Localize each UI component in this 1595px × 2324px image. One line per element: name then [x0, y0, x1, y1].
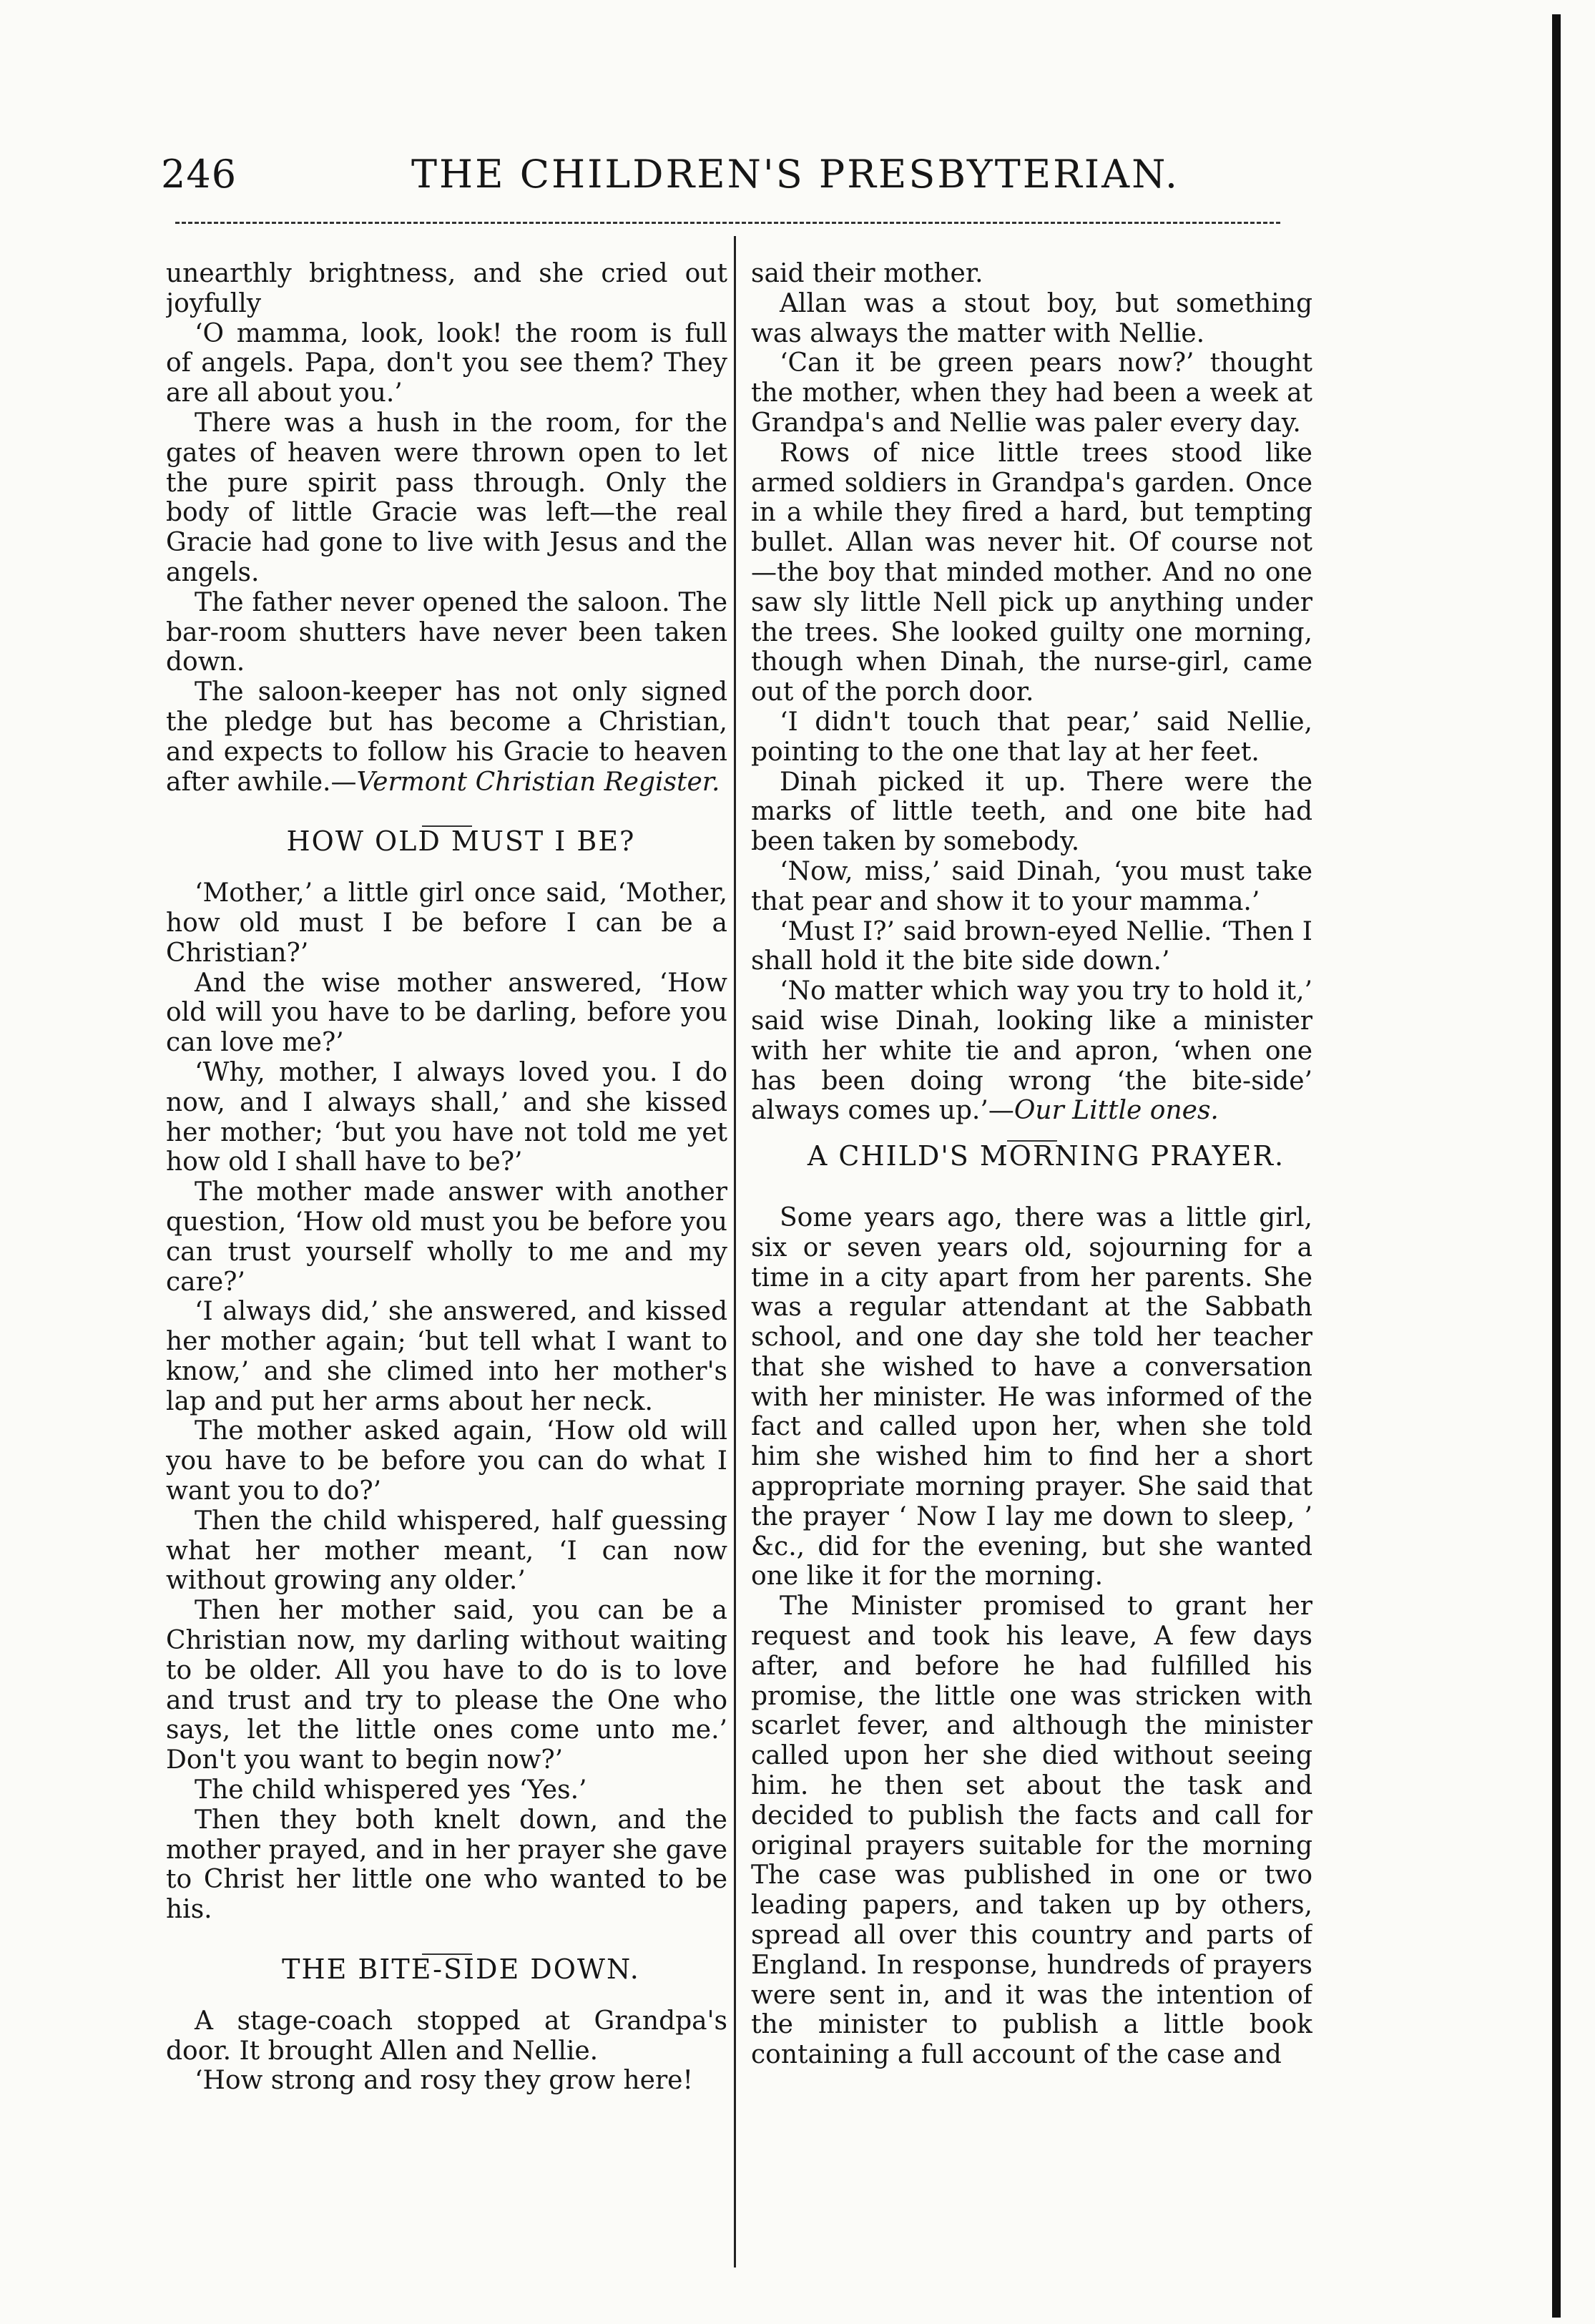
source-credit: Our Little ones. — [1014, 1096, 1219, 1126]
section-heading: HOW OLD MUST I BE? — [286, 825, 636, 858]
paragraph: said their mother. — [751, 259, 983, 288]
paragraph: Then the child whispered, half guessing what her mother meant, ‘I can now without growing any older.’ — [166, 1506, 727, 1596]
paragraph: ‘I always did,’ she answered, and kissed her mother again; ‘but tell what I want to know,’ and she climed into her mother's lap and put her arms about her neck. — [166, 1297, 727, 1416]
paragraph: Allan was a stout boy, but something was always the matter with Nellie. — [751, 288, 1312, 348]
page-number: 246 — [161, 152, 237, 197]
paragraph: A stage-coach stopped at Grandpa's door. It brought Allen and Nellie. — [166, 2006, 727, 2066]
paragraph: Then her mother said, you can be a Christian now, my darling without waiting to be older. All you have to do is to love and trust and try to please the One who says, let the little ones come unto me.’ Don't you want to begin now?’ — [166, 1596, 727, 1775]
page-header — [161, 152, 1302, 209]
paragraph: ‘Must I?’ said brown-eyed Nellie. ‘Then I shall hold it the bite side down.’ — [751, 916, 1312, 976]
paragraph: unearthly brightness, and she cried out joyfully — [166, 259, 727, 318]
paragraph: Dinah picked it up. There were the marks of little teeth, and one bite had been taken by somebody. — [751, 767, 1312, 857]
source-credit: Vermont Christian Register. — [356, 767, 720, 797]
paragraph: There was a hush in the room, for the gates of heaven were thrown open to let the pure spirit pass through. Only the body of little Gracie was left—the real Gracie had gone to live with Jesus and the angels. — [166, 408, 727, 587]
paragraph: And the wise mother answered, ‘How old will you have to be darling, before you can love me?’ — [166, 968, 727, 1058]
paragraph: Some years ago, there was a little girl, six or seven years old, sojourning for a time in a city apart from her parents. She was a regular attendant at the Sabbath school, and one day she told her teacher that she wished to have a conversation with her minister. He was informed of the fact and called upon her, when she told him she wished him to find her a short appropriate morning prayer. She said that the prayer ‘ Now I lay me down to sleep, ’ &c., did for the evening, but she wanted one like it for the morning. — [751, 1202, 1312, 1592]
paragraph: ‘Now, miss,’ said Dinah, ‘you must take that pear and show it to your mamma.’ — [751, 856, 1312, 916]
paragraph: ‘I didn't touch that pear,’ said Nellie, pointing to the one that lay at her feet. — [751, 707, 1312, 767]
paragraph-text: The saloon-keeper has not only signed the pledge but has become a Christian, and expects to follow his Gracie to heaven after awhile.— — [166, 677, 727, 797]
header-rule — [175, 222, 1280, 224]
paragraph: ‘Why, mother, I always loved you. I do now, and I always shall,’ and she kissed her mother; ‘but you have not told me yet how old I shall have to be?’ — [166, 1057, 727, 1177]
paragraph: Then they both knelt down, and the mother prayed, and in her prayer she gave to Christ her little one who wanted to be his. — [166, 1805, 727, 1925]
paragraph — [166, 677, 727, 797]
left-column — [166, 259, 727, 2269]
paragraph: The Minister promised to grant her request and took his leave, A few days after, and before he had fulfilled his promise, the little one was stricken with scarlet fever, and although the minister called upon her she died without seeing him. he then set about the task and decided to publish the facts and call for original prayers suitable for the morning The case was published in one or two leading papers, and taken up by others, spread all over this country and parts of England. In response, hundreds of prayers were sent in, and it was the intention of the minister to publish a little book containing a full account of the case and — [751, 1592, 1312, 2070]
paragraph: ‘Can it be green pears now?’ thought the mother, when they had been a week at Grandpa's and Nellie was paler every day. — [751, 348, 1312, 438]
paragraph: The father never opened the saloon. The bar-room shutters have never been taken down. — [166, 587, 727, 677]
paragraph: ‘How strong and rosy they grow here! — [195, 2066, 693, 2096]
paragraph: The mother made answer with another question, ‘How old must you be before you can trust yourself wholly to me and my care?’ — [166, 1177, 727, 1297]
column-divider — [734, 236, 736, 2267]
paragraph: The mother asked again, ‘How old will you have to be before you can do what I want you to do?’ — [166, 1416, 727, 1506]
paragraph: ‘Mother,’ a little girl once said, ‘Mother, how old must I be before I can be a Christian?’ — [166, 878, 727, 968]
paragraph: The child whispered yes ‘Yes.’ — [195, 1775, 587, 1805]
paragraph-text: ‘No matter which way you try to hold it,’ said wise Dinah, looking like a minister with her white tie and apron, ‘when one has been doing wrong ‘the bite-side’ always comes up.’— — [751, 976, 1312, 1126]
right-column — [751, 259, 1312, 2269]
section-heading: THE BITE-SIDE DOWN. — [282, 1953, 640, 1986]
paragraph: Rows of nice little trees stood like armed soldiers in Grandpa's garden. Once in a while they fired a hard, but tempting bullet. Allan was never hit. Of course not—the boy that minded mother. And no one saw sly little Nell pick up anything under the trees. She looked guilty one morning, though when Dinah, the nurse-girl, came out of the porch door. — [751, 438, 1312, 707]
section-heading: A CHILD'S MORNING PRAYER. — [807, 1140, 1285, 1172]
paragraph: ‘O mamma, look, look! the room is full of angels. Papa, don't you see them? They are all about you.’ — [166, 318, 727, 408]
page-edge-shadow — [1552, 14, 1561, 2318]
running-title: THE CHILDREN'S PRESBYTERIAN. — [411, 152, 1180, 197]
paragraph — [751, 976, 1312, 1126]
